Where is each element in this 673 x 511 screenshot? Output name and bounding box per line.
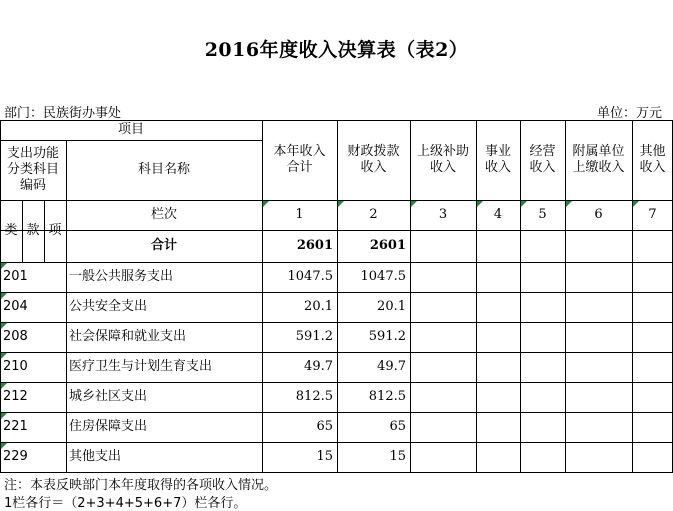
row-total: 591.2 bbox=[295, 329, 333, 344]
header-col-business bbox=[476, 120, 520, 200]
row-total: 15 bbox=[316, 449, 333, 464]
col-number: 4 bbox=[493, 207, 503, 222]
row-code: 204 bbox=[3, 299, 28, 314]
col-number: 7 bbox=[648, 207, 657, 222]
header-col-affiliated-line-1: 附属单位 bbox=[572, 144, 625, 159]
header-col-superior-line-2: 收入 bbox=[429, 160, 456, 175]
page-title: 2016年度收入决算表（表2） bbox=[204, 39, 469, 61]
header-code-label bbox=[0, 140, 66, 200]
row-name: 医疗卫生与计划生育支出 bbox=[69, 359, 213, 374]
row-name: 一般公共服务支出 bbox=[69, 269, 174, 284]
header-kuan: 款 bbox=[26, 223, 40, 238]
header-col-other-line-2: 收入 bbox=[639, 160, 666, 175]
header-col-superior-line-1: 上级补助 bbox=[416, 144, 469, 159]
footnote: 注：本表反映部门本年度取得的各项收入情况。 bbox=[4, 478, 278, 493]
col-number: 2 bbox=[369, 207, 378, 222]
row-total: 812.5 bbox=[295, 389, 333, 404]
row-fiscal: 65 bbox=[389, 419, 406, 434]
row-code: 229 bbox=[3, 449, 28, 464]
header-code-line-2: 分类科目 bbox=[6, 162, 59, 177]
header-col-fiscal-line-1: 财政拨款 bbox=[347, 144, 400, 159]
row-fiscal: 20.1 bbox=[377, 299, 406, 314]
header-col-other bbox=[632, 120, 673, 200]
row-total: 1047.5 bbox=[287, 269, 333, 284]
total-fiscal: 2601 bbox=[369, 238, 406, 253]
footnote: 1栏各行＝（2+3+4+5+6+7）栏各行。 bbox=[4, 496, 247, 511]
row-total: 65 bbox=[316, 419, 333, 434]
header-row-label: 栏次 bbox=[150, 207, 177, 222]
total-income: 2601 bbox=[296, 238, 333, 253]
header-code-line-1: 支出功能 bbox=[6, 146, 59, 161]
row-name: 城乡社区支出 bbox=[69, 389, 148, 404]
row-name: 社会保障和就业支出 bbox=[69, 329, 187, 344]
row-code: 210 bbox=[3, 359, 28, 374]
row-fiscal: 812.5 bbox=[368, 389, 406, 404]
header-col-affiliated-line-2: 上缴收入 bbox=[572, 160, 625, 175]
header-col-operating-line-1: 经营 bbox=[529, 144, 556, 159]
header-lei: 类 bbox=[4, 223, 18, 238]
header-col-business-line-1: 事业 bbox=[484, 144, 511, 159]
header-col-operating-line-2: 收入 bbox=[529, 160, 556, 175]
row-total: 49.7 bbox=[304, 359, 333, 374]
header-col-other-line-1: 其他 bbox=[639, 144, 666, 159]
row-name: 公共安全支出 bbox=[69, 299, 148, 314]
row-fiscal: 1047.5 bbox=[360, 269, 406, 284]
header-code-line-3: 编码 bbox=[19, 178, 46, 193]
row-fiscal: 15 bbox=[389, 449, 406, 464]
row-fiscal: 49.7 bbox=[377, 359, 406, 374]
row-total: 20.1 bbox=[304, 299, 333, 314]
col-number: 6 bbox=[594, 207, 603, 222]
header-col-business-line-2: 收入 bbox=[484, 160, 511, 175]
header-col-fiscal bbox=[337, 120, 410, 200]
row-code: 212 bbox=[3, 389, 28, 404]
header-col-affiliated bbox=[565, 120, 632, 200]
col-number: 1 bbox=[295, 207, 304, 222]
header-col-total bbox=[262, 120, 337, 200]
header-xiang: 项 bbox=[48, 223, 62, 238]
header-col-total-line-2: 合计 bbox=[286, 160, 313, 175]
col-number: 3 bbox=[438, 207, 448, 222]
unit-label: 单位：万元 bbox=[597, 106, 663, 121]
header-col-fiscal-line-2: 收入 bbox=[360, 160, 387, 175]
department-label: 部门：民族街办事处 bbox=[4, 106, 122, 121]
row-fiscal: 591.2 bbox=[368, 329, 406, 344]
header-item: 项目 bbox=[117, 122, 144, 137]
row-name: 其他支出 bbox=[69, 449, 122, 464]
row-code: 201 bbox=[3, 269, 28, 284]
row-name: 住房保障支出 bbox=[69, 419, 148, 434]
row-code: 221 bbox=[3, 419, 28, 434]
row-code: 208 bbox=[3, 329, 28, 344]
header-col-superior bbox=[410, 120, 476, 200]
header-col-operating bbox=[520, 120, 565, 200]
col-number: 5 bbox=[538, 207, 547, 222]
total-label: 合计 bbox=[150, 238, 177, 253]
header-name-label: 科目名称 bbox=[137, 162, 190, 177]
header-col-total-line-1: 本年收入 bbox=[273, 144, 326, 159]
